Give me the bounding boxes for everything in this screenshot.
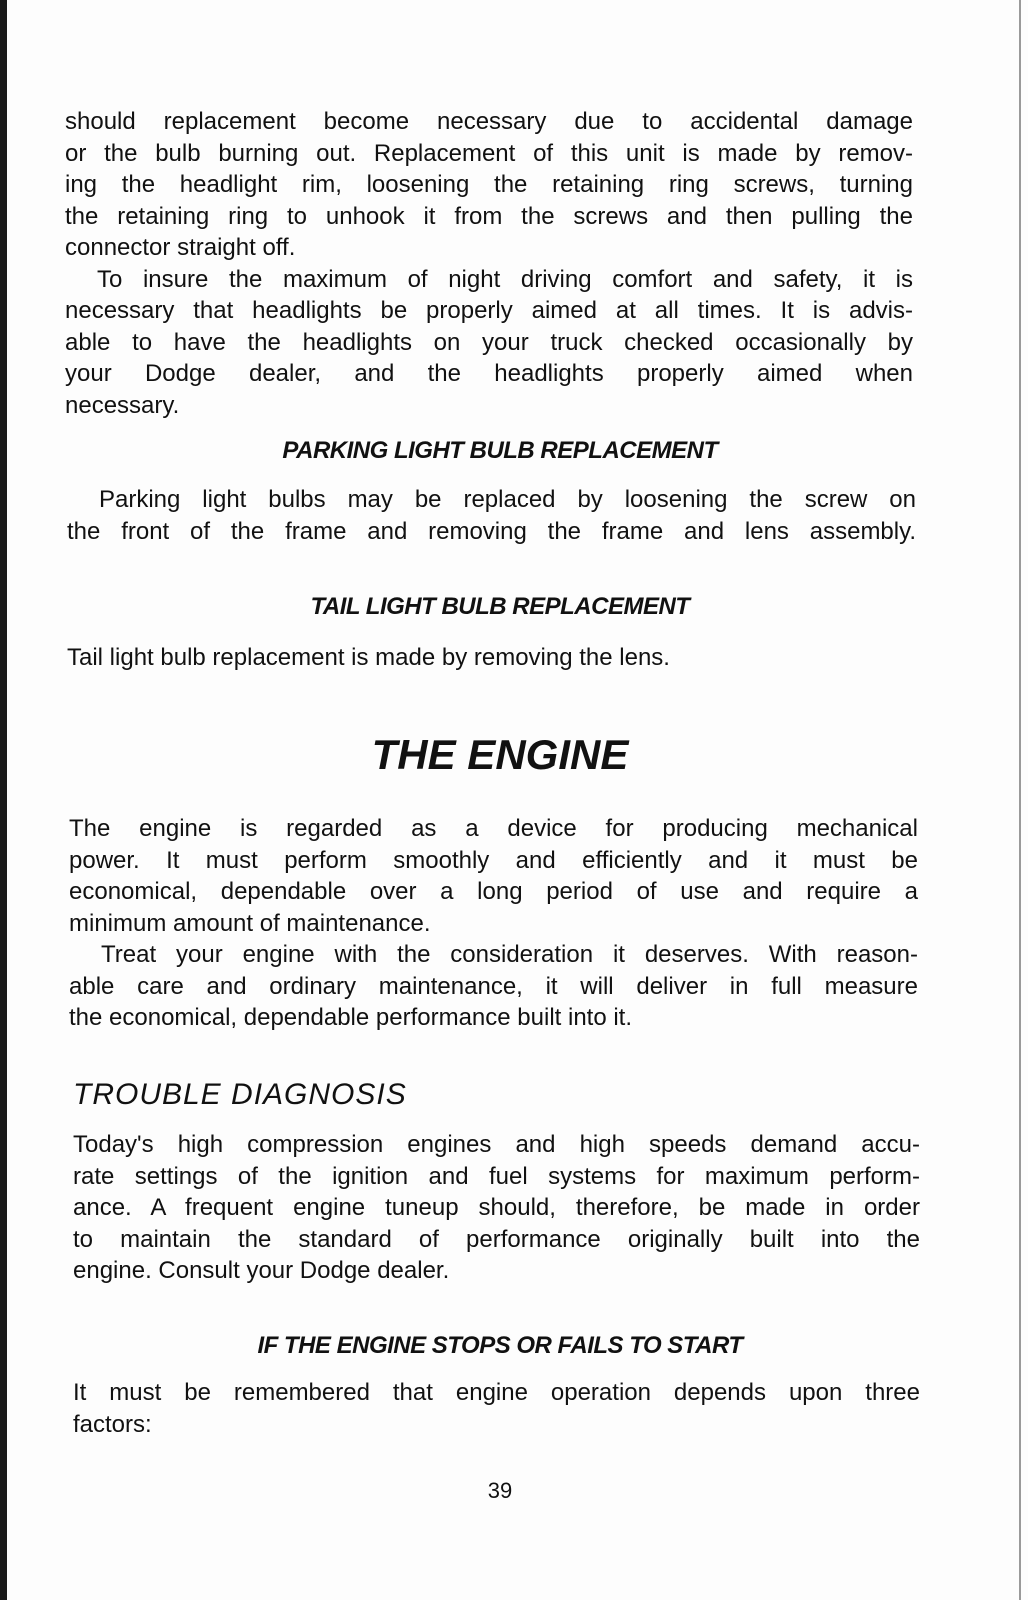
page-left-edge (0, 0, 7, 1600)
heading-parking-light: PARKING LIGHT BULB REPLACEMENT (282, 437, 718, 464)
text-line: It must be remembered that engine operation depends upon three (73, 1379, 920, 1406)
page-right-edge (1019, 0, 1021, 1600)
text-line: economical, dependable over a long period of use and require a (69, 878, 918, 905)
paragraph-engine-intro (69, 813, 918, 1034)
text-line: engine. Consult your Dodge dealer. (73, 1257, 450, 1284)
text-line: The engine is regarded as a device for producing mechanical (69, 815, 918, 842)
paragraph-parking-light (67, 484, 916, 547)
text-line: To insure the maximum of night driving comfort and safety, it is (97, 265, 913, 293)
text-line: factors: (73, 1410, 152, 1438)
paragraph-headlight-replacement (65, 106, 913, 421)
text-line: minimum amount of maintenance. (69, 909, 431, 937)
text-line: Treat your engine with the consideration it deserves. With reason- (101, 941, 918, 968)
text-line: the front of the frame and removing the frame and lens assembly. (67, 517, 916, 545)
section-title-engine: THE ENGINE (371, 731, 629, 778)
text-line: should replacement become necessary due to accidental damage (65, 108, 913, 135)
page-number: 39 (487, 1478, 513, 1503)
paragraph-tail-light (67, 642, 916, 674)
text-line: your Dodge dealer, and the headlights properly aimed when (65, 360, 913, 387)
text-line: power. It must perform smoothly and efficiently and it must be (69, 846, 918, 874)
text-line: rate settings of the ignition and fuel systems for maximum perform- (73, 1162, 920, 1190)
text-line: ing the headlight rim, loosening the retaining ring screws, turning (65, 171, 913, 198)
heading-trouble-diagnosis: TROUBLE DIAGNOSIS (73, 1078, 407, 1111)
text-line: connector straight off. (65, 234, 296, 261)
text-line: Parking light bulbs may be replaced by loosening the screw on (99, 486, 916, 513)
text-line: the retaining ring to unhook it from the screws and then pulling the (65, 202, 913, 230)
paragraph-trouble-diagnosis (73, 1129, 920, 1287)
text-line: Today's high compression engines and high speeds demand accu- (73, 1131, 920, 1158)
text-line: able care and ordinary maintenance, it will deliver in full measure (69, 972, 918, 1000)
paragraph-engine-stops (73, 1377, 920, 1440)
text-line: ance. A frequent engine tuneup should, therefore, be made in order (73, 1194, 920, 1221)
text-line: to maintain the standard of performance originally built into the (73, 1225, 920, 1253)
heading-engine-stops: IF THE ENGINE STOPS OR FAILS TO START (257, 1332, 743, 1359)
text-line: able to have the headlights on your truck checked occasionally by (65, 328, 913, 356)
text-line: the economical, dependable performance built into it. (69, 1004, 633, 1031)
text-line: necessary. (65, 391, 180, 419)
text-line: necessary that headlights be properly aimed at all times. It is advis- (65, 297, 913, 324)
heading-tail-light: TAIL LIGHT BULB REPLACEMENT (310, 593, 690, 620)
text-line: or the bulb burning out. Replacement of this unit is made by remov- (65, 139, 913, 167)
text-line: Tail light bulb replacement is made by removing the lens. (67, 644, 670, 671)
